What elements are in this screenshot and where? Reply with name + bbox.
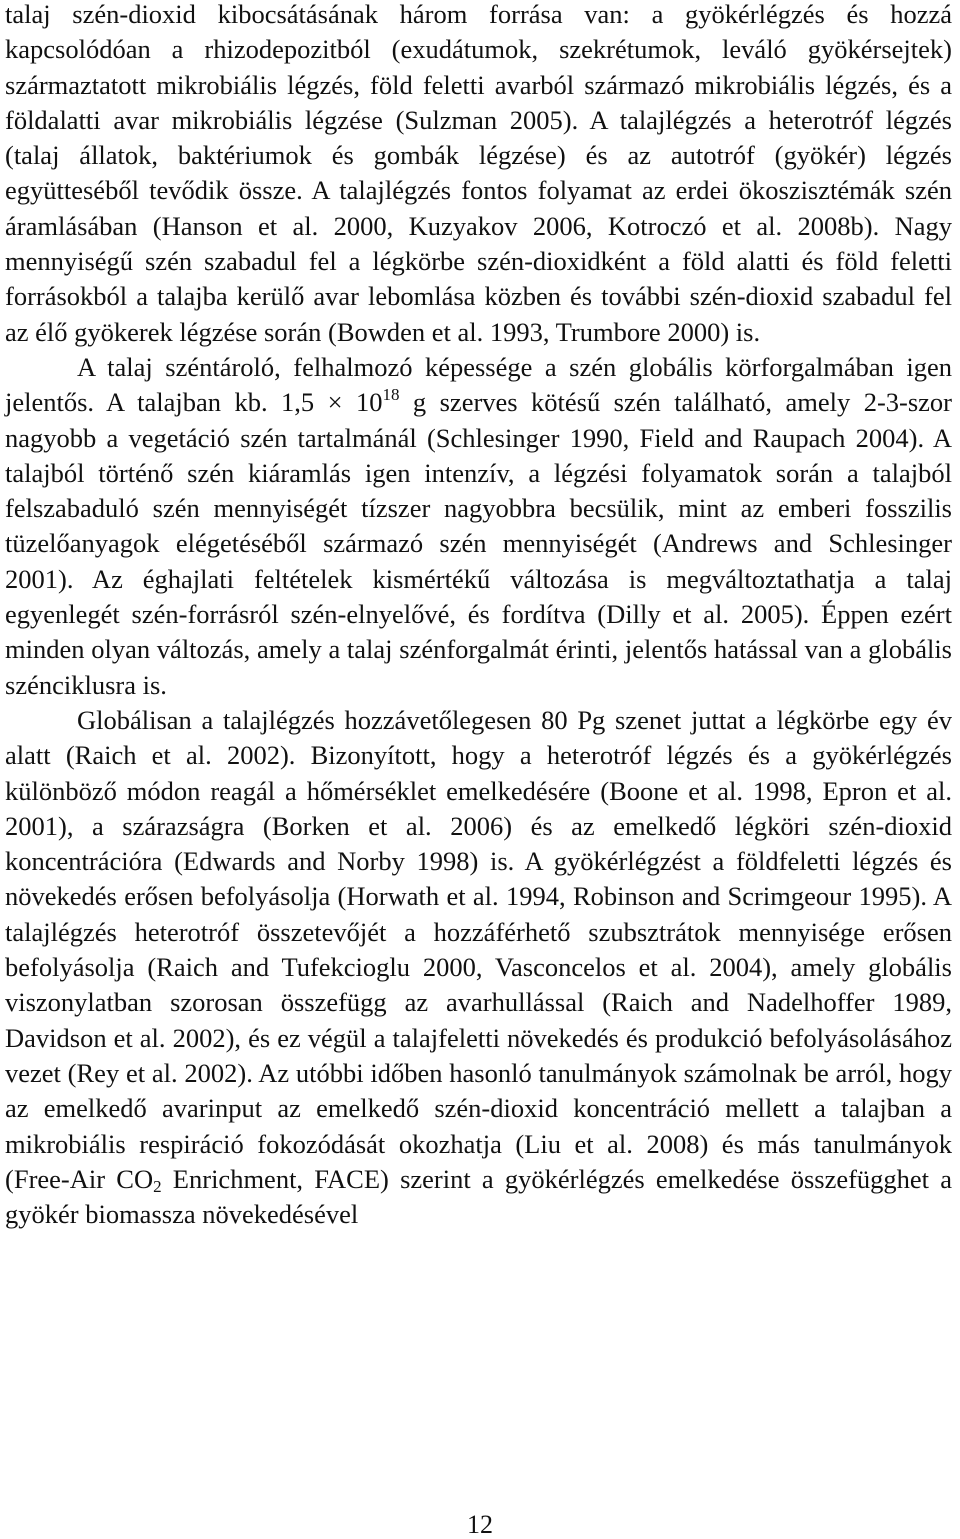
body-paragraph-3 xyxy=(5,703,952,1232)
body-paragraph-1 xyxy=(5,0,952,350)
paragraph-3-text-after: Enrichment, FACE) szerint a gyökérlégzés emelkedése összefügghet a gyökér biomassza növekedésével xyxy=(5,1163,953,1230)
exponent-superscript: 18 xyxy=(382,385,400,405)
co2-subscript: 2 xyxy=(153,1176,162,1196)
body-paragraph-2 xyxy=(5,350,952,703)
page-number: 12 xyxy=(467,1510,493,1539)
paragraph-1-text: talaj szén-dioxid kibocsátásának három forrása van: a gyökérlégzés és hozzá kapcsolódóan a rhizodepozitból (exudátumok, szekrétumok, leváló gyökérsejtek) származtatott mikrobiális légzés, föld feletti avarból származó mikrobiális légzés, és a földalatti avar mikrobiális légzése (Sulzman 2005). A talajlégzés a heterotróf légzés (talaj állatok, baktériumok és gombák légzése) és az autotróf (gyökér) légzés együtteséből tevődik össze. A talajlégzés fontos folyamat az erdei ökoszisztémák szén áramlásában (Hanson et al. 2000, Kuzyakov 2006, Kotroczó et al. 2008b). Nagy mennyiségű szén szabadul fel a légkörbe szén-dioxidként a föld alatti és föld feletti forrásokból a talajba kerülő avar lebomlása közben és további szén-dioxid szabadul fel az élő gyökerek légzése során (Bowden et al. 1993, Trumbore 2000) is. xyxy=(5,0,952,347)
paragraph-2-text-after: g szerves kötésű szén található, amely 2-3-szor nagyobb a vegetáció szén tartalmánál (Schlesinger 1990, Field and Raupach 2004). A talajból történő szén kiáramlás igen intenzív, a légzési folyamatok során a talajból felszabaduló szén mennyiségét tízszer nagyobbra becsülik, mint az emberi fosszilis tüzelőanyagok elégetéséből származó szén mennyiségét (Andrews and Schlesinger 2001). Az éghajlati feltételek kismértékű változása is megváltoztathatja a talaj egyenlegét szén-forrásról szén-elnyelővé, és fordítva (Dilly et al. 2005). Éppen ezért minden olyan változás, amely a talaj szénforgalmát érinti, jelentős hatással van a globális szénciklusra is. xyxy=(5,387,952,700)
paragraph-2-text-before: A talaj széntároló, felhalmozó képessége a szén globális körforgalmában igen jelentős. A talajban kb. 1,5 × 10 xyxy=(5,351,952,418)
paragraph-3-text-before: Globálisan a talajlégzés hozzávetőlegesen 80 Pg szenet juttat a légkörbe egy év alatt (Raich et al. 2002). Bizonyított, hogy a heterotróf légzés és a gyökérlégzés különböző módon reagál a hőmérséklet emelkedésére (Boone et al. 1998, Epron et al. 2001), a szárazságra (Borken et al. 2006) és az emelkedő légköri szén-dioxid koncentrációra (Edwards and Norby 1998) is. A gyökérlégzést a földfeletti légzés és növekedés erősen befolyásolja (Horwath et al. 1994, Robinson and Scrimgeour 1995). A talajlégzés heterotróf összetevőjét a hozzáférhető szubsztrátok mennyisége erősen befolyásolja (Raich and Tufekcioglu 2000, Vasconcelos et al. 2004), amely globális viszonylatban szorosan összefügg az avarhullással (Raich and Nadelhoffer 1989, Davidson et al. 2002), és ez végül a talajfeletti növekedés és produkció befolyásolásához vezet (Rey et al. 2002). Az utóbbi időben hasonló tanulmányok számolnak be arról, hogy az emelkedő avarinput az emelkedő szén-dioxid koncentráció mellett a talajban a mikrobiális respiráció fokozódását okozhatja (Liu et al. 2008) és más tanulmányok (Free-Air CO xyxy=(5,704,952,1194)
